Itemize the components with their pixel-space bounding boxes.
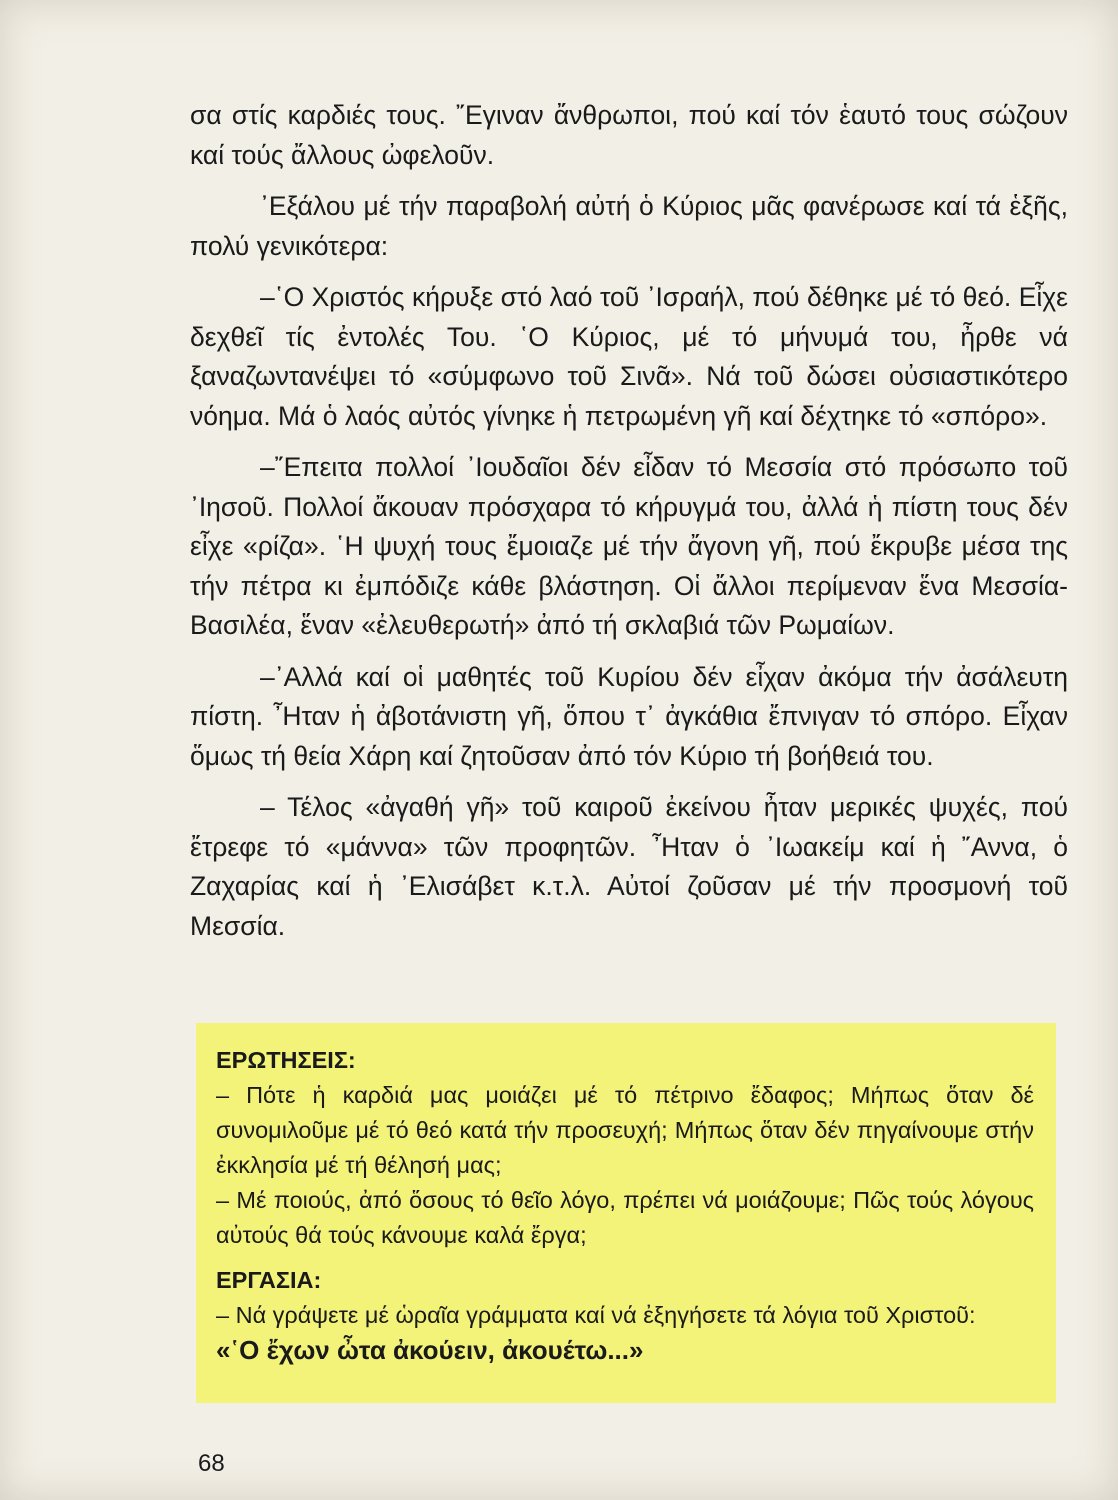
page-number: 68 <box>198 1450 225 1477</box>
task-quote: «῾Ο ἔχων ὦτα ἀκούειν, ἀκουέτω...» <box>216 1335 644 1365</box>
question-2: – Μέ ποιούς, ἀπό ὅσους τό θεῖο λόγο, πρέπει νά μοιάζουμε; Πῶς τούς λόγους αὐτούς θά τούς κάνουμε καλά ἔργα; <box>216 1187 1034 1248</box>
paragraph-1: σα στίς καρδιές τους. ῎Εγιναν ἄνθρωποι, πού καί τόν ἑαυτό τους σώζουν καί τούς ἄλλους ὠφελοῦν. <box>190 100 1068 170</box>
question-1: – Πότε ἡ καρδιά μας μοιάζει μέ τό πέτρινο ἔδαφος; Μήπως ὅταν δέ συνομιλοῦμε μέ τό θεό κατά τήν προσευχή; Μήπως ὅταν δέν πηγαίνουμε στήν ἐκκλησία μέ τή θέλησή μας; <box>216 1082 1034 1178</box>
paragraph-4: –῎Επειτα πολλοί ᾽Ιουδαῖοι δέν εἶδαν τό Μεσσία στό πρόσωπο τοῦ ᾽Ιησοῦ. Πολλοί ἄκουαν πρόσχαρα τό κήρυγμά του, ἀλλά ἡ πίστη τους δέν εἶχε «ρίζα». ῾Η ψυχή τους ἔμοιαζε μέ τήν ἄγονη γῆ, πού ἔκρυβε μέσα της τήν πέτρα κι ἐμπόδιζε κάθε βλάστηση. Οἱ ἄλλοι περίμεναν ἕνα Μεσσία-Βασιλέα, ἕναν «ἐλευθερωτή» ἀπό τή σκλαβιά τῶν Ρωμαίων. <box>190 452 1068 640</box>
questions-highlight-box <box>196 1023 1056 1403</box>
task-heading: ΕΡΓΑΣΙΑ: <box>216 1267 322 1293</box>
paragraph-5: –᾽Αλλά καί οἱ μαθητές τοῦ Κυρίου δέν εἶχαν ἀκόμα τήν ἀσάλευτη πίστη. ῏Ηταν ἡ ἀβοτάνιστη γῆ, ὅπου τ᾽ ἀγκάθια ἔπνιγαν τό σπόρο. Εἶχαν ὅμως τή θεία Χάρη καί ζητοῦσαν ἀπό τόν Κύριο τή βοήθειά του. <box>190 661 1068 771</box>
paragraph-6: – Τέλος «ἀγαθή γῆ» τοῦ καιροῦ ἐκείνου ἦταν μερικές ψυχές, πού ἔτρεφε τό «μάννα» τῶν προφητῶν. ῏Ηταν ὁ ᾽Ιωακείμ καί ἡ ῎Αννα, ὁ Ζαχαρίας καί ἡ ᾽Ελισάβετ κ.τ.λ. Αὐτοί ζοῦσαν μέ τήν προσμονή τοῦ Μεσσία. <box>190 792 1068 941</box>
paragraph-3: –῾Ο Χριστός κήρυξε στό λαό τοῦ ᾽Ισραήλ, πού δέθηκε μέ τό θεό. Εἶχε δεχθεῖ τίς ἐντολές Του. ῾Ο Κύριος, μέ τό μήνυμά του, ἦρθε νά ξαναζωντανέψει τό «σύμφωνο τοῦ Σινᾶ». Νά τοῦ δώσει οὐσιαστικότερο νόημα. Μά ὁ λαός αὐτός γίνηκε ἡ πετρωμένη γῆ καί δέχτηκε τό «σπόρο». <box>190 282 1068 431</box>
task-line: – Νά γράψετε μέ ὡραῖα γράμματα καί νά ἐξηγήσετε τά λόγια τοῦ Χριστοῦ: <box>216 1302 976 1328</box>
questions-heading: ΕΡΩΤΗΣΕΙΣ: <box>216 1047 356 1073</box>
body-text <box>190 96 1068 946</box>
paragraph-2: ᾽Εξάλου μέ τήν παραβολή αὐτή ὁ Κύριος μᾶς φανέρωσε καί τά ἑξῆς, πολύ γενικότερα: <box>190 191 1068 261</box>
